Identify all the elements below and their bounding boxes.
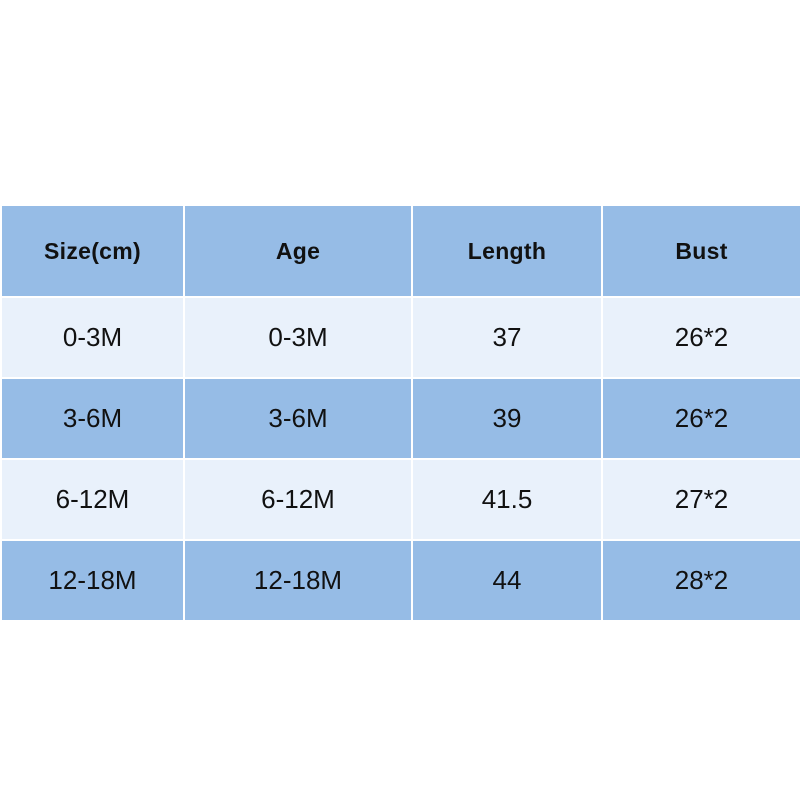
cell-age: 3-6M (184, 378, 412, 459)
column-header-length: Length (412, 205, 602, 297)
cell-size: 0-3M (1, 297, 184, 378)
table-row (1, 378, 800, 459)
cell-age: 6-12M (184, 459, 412, 540)
table-row (1, 297, 800, 378)
cell-bust: 26*2 (602, 378, 800, 459)
cell-length: 41.5 (412, 459, 602, 540)
cell-length: 39 (412, 378, 602, 459)
cell-length: 44 (412, 540, 602, 621)
cell-size: 12-18M (1, 540, 184, 621)
table-row (1, 459, 800, 540)
cell-age: 12-18M (184, 540, 412, 621)
cell-size: 6-12M (1, 459, 184, 540)
size-chart-table (0, 204, 800, 622)
cell-age: 0-3M (184, 297, 412, 378)
table-body (1, 297, 800, 621)
column-header-age: Age (184, 205, 412, 297)
cell-bust: 26*2 (602, 297, 800, 378)
cell-size: 3-6M (1, 378, 184, 459)
table-header (1, 205, 800, 297)
column-header-size: Size(cm) (1, 205, 184, 297)
cell-bust: 27*2 (602, 459, 800, 540)
column-header-bust: Bust (602, 205, 800, 297)
table-row (1, 540, 800, 621)
size-chart-table-container (0, 204, 800, 622)
cell-bust: 28*2 (602, 540, 800, 621)
cell-length: 37 (412, 297, 602, 378)
table-header-row (1, 205, 800, 297)
